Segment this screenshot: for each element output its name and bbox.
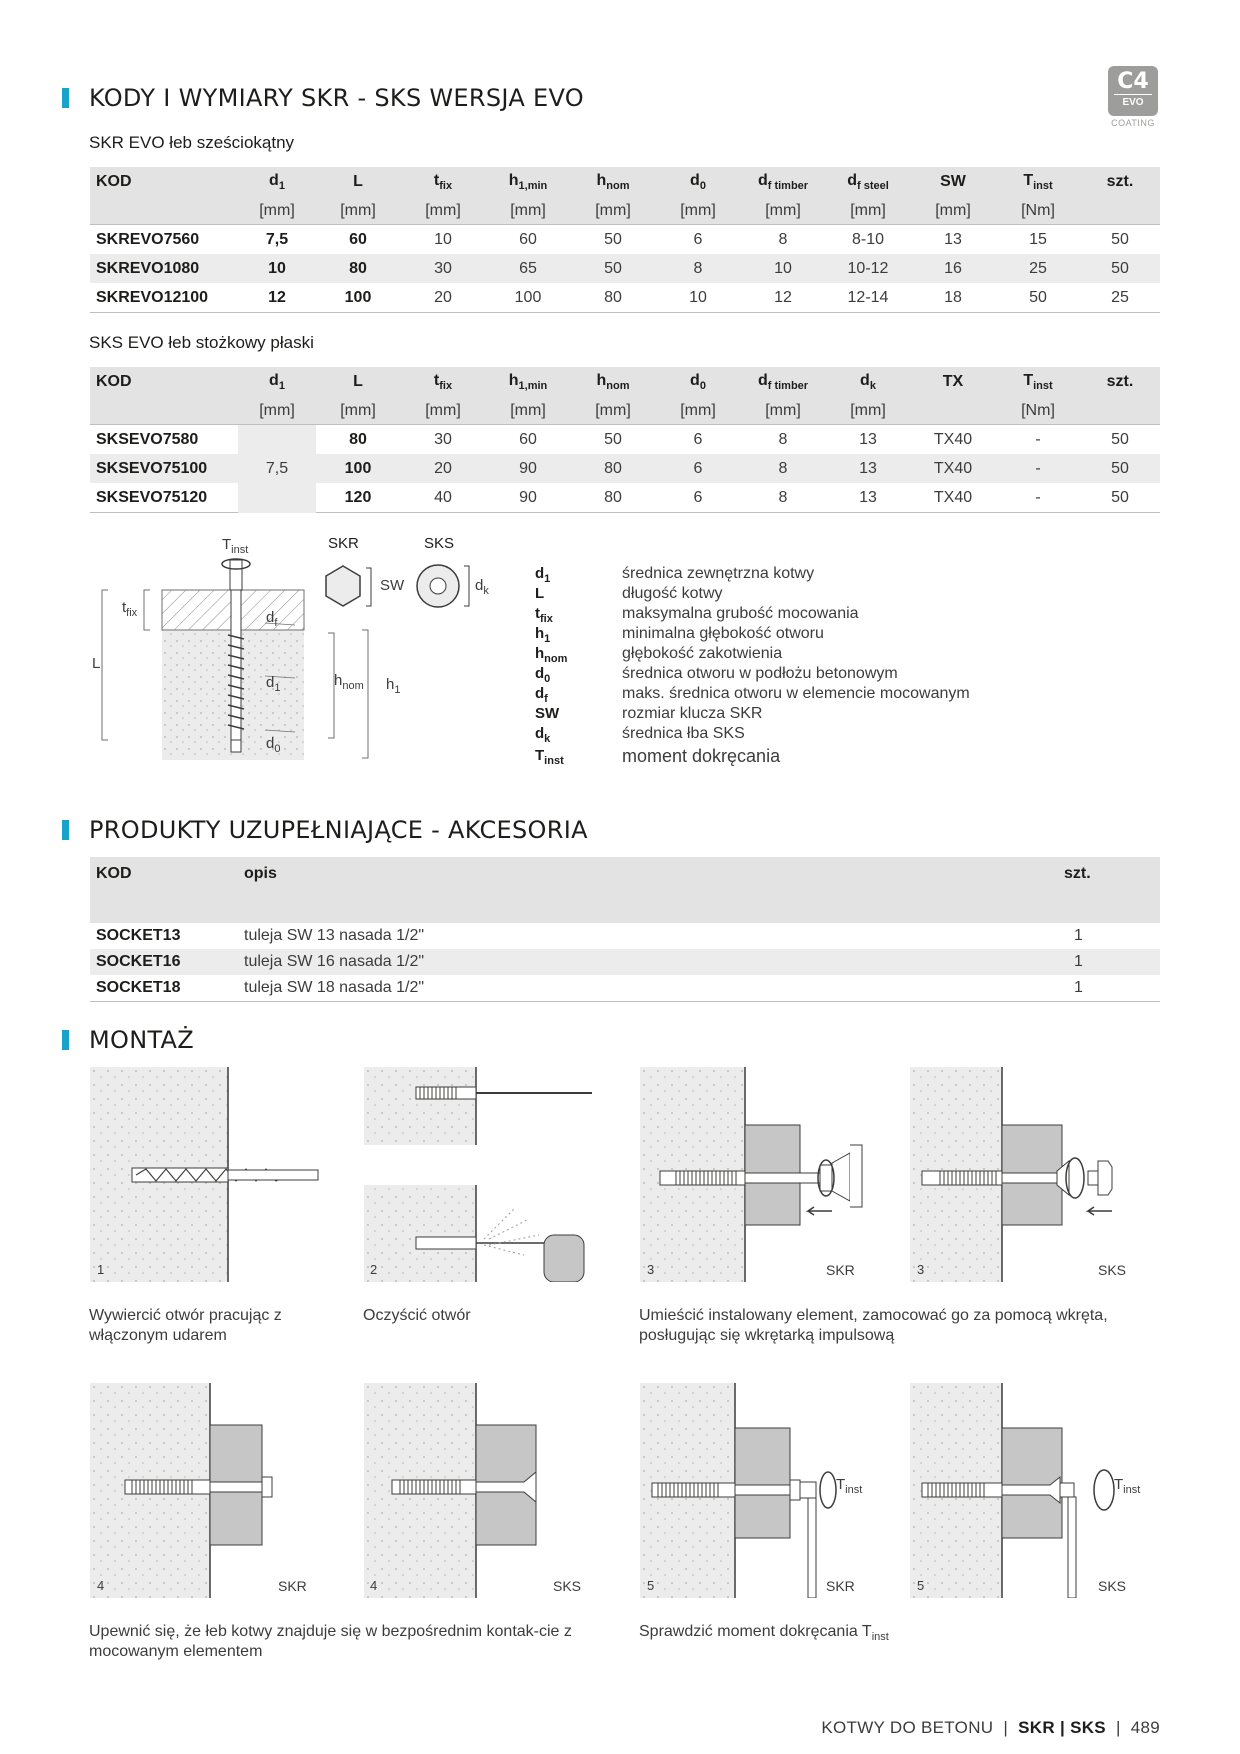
- cell: 13: [826, 425, 910, 455]
- table-row: [90, 923, 1160, 949]
- skr-header-row: [90, 167, 1160, 197]
- section-title-accessories: PRODUKTY UZUPEŁNIAJĄCE - AKCESORIA: [89, 816, 588, 844]
- cell: SOCKET18: [90, 975, 244, 1002]
- skr-subtitle: SKR EVO łeb sześciokątny: [89, 133, 295, 152]
- unit: [mm]: [740, 397, 826, 425]
- cell: 6: [656, 425, 740, 455]
- cell: 80: [570, 454, 656, 483]
- cell: 10: [740, 254, 826, 283]
- cell: 8: [740, 483, 826, 513]
- step-number: 2: [370, 1262, 378, 1277]
- section-title-montaz: MONTAŻ: [89, 1026, 195, 1054]
- section-marker: [62, 88, 69, 108]
- col-h1min: $h_{1,min}$: [486, 367, 570, 397]
- cell: 1: [1064, 975, 1160, 1002]
- legend-text: moment dokręcania: [622, 746, 781, 766]
- legend-key: SW: [535, 705, 560, 722]
- step5-caption: Sprawdzić moment dokręcania $T_{inst}$: [639, 1623, 889, 1644]
- legend-key: $h_1$: [535, 625, 551, 645]
- legend-text: średnica zewnętrzna kotwy: [622, 565, 815, 582]
- cell: SKREVO1080: [90, 254, 238, 283]
- step5-skr-tinst: $T_{inst}$: [836, 1476, 863, 1496]
- col-d1: $d_1$: [238, 367, 316, 397]
- cell: 80: [570, 283, 656, 313]
- unit: [mm]: [400, 397, 486, 425]
- legend-text: minimalna głębokość otworu: [622, 625, 824, 642]
- diagram-sw-label: SW: [380, 577, 405, 594]
- legend-key: $d_f$: [535, 685, 548, 705]
- cell: 60: [316, 225, 400, 255]
- cell: 10: [656, 283, 740, 313]
- cell: 50: [570, 254, 656, 283]
- step5-sks-illustration: [910, 1383, 1140, 1598]
- legend-text: średnica łba SKS: [622, 725, 745, 742]
- table-row: [90, 283, 1160, 313]
- col-szt: szt.: [1064, 857, 1160, 923]
- unit: [910, 397, 996, 425]
- cell: 8-10: [826, 225, 910, 255]
- cell: -: [996, 483, 1080, 513]
- step-number: 3: [917, 1262, 925, 1277]
- cell: 100: [486, 283, 570, 313]
- cell: 20: [400, 283, 486, 313]
- col-szt: szt.: [1080, 367, 1160, 397]
- cell: TX40: [910, 454, 996, 483]
- step2-caption: Oczyścić otwór: [363, 1307, 471, 1324]
- col-tfix: $t_{fix}$: [400, 367, 486, 397]
- cell: 50: [1080, 483, 1160, 513]
- accessories-table: [90, 857, 1160, 1002]
- cell: 80: [316, 254, 400, 283]
- table-row: [90, 225, 1160, 255]
- cell: 8: [740, 225, 826, 255]
- unit: [90, 397, 238, 425]
- unit: [mm]: [656, 197, 740, 225]
- unit: [mm]: [486, 397, 570, 425]
- cell: TX40: [910, 425, 996, 455]
- legend-text: maks. średnica otworu w elemencie mocowanym: [622, 685, 970, 702]
- unit: [mm]: [740, 197, 826, 225]
- col-df-timber: $d_{f timber}$: [740, 367, 826, 397]
- step1-illustration: [90, 1067, 320, 1282]
- cell: 100: [316, 454, 400, 483]
- col-d1: $d_1$: [238, 167, 316, 197]
- unit: [mm]: [570, 397, 656, 425]
- col-tfix: $t_{fix}$: [400, 167, 486, 197]
- sks-units-row: [90, 397, 1160, 425]
- step4-caption: Upewnić się, że łeb kotwy znajduje się w bezpośrednim kontak-cie z mocowanym elementem: [89, 1623, 572, 1660]
- cell: 30: [400, 425, 486, 455]
- step3-caption: Umieścić instalowany element, zamocować go za pomocą wkręta, posługując się wkrętarką impulsową: [639, 1307, 1108, 1344]
- col-L: L: [316, 367, 400, 397]
- diagram-dk-label: $d_k$: [475, 577, 489, 597]
- step-number: 4: [97, 1578, 105, 1593]
- cell: tuleja SW 16 nasada 1/2": [244, 949, 1064, 975]
- cell: 6: [656, 454, 740, 483]
- col-d0: $d_0$: [656, 167, 740, 197]
- cell: 50: [1080, 425, 1160, 455]
- col-kod: KOD: [90, 857, 244, 923]
- sks-subtitle: SKS EVO łeb stożkowy płaski: [89, 333, 314, 352]
- legend-text: rozmiar klucza SKR: [622, 705, 763, 722]
- col-hnom: $h_{nom}$: [570, 367, 656, 397]
- unit: [mm]: [316, 197, 400, 225]
- cell: 12: [238, 283, 316, 313]
- legend-text: średnica otworu w podłożu betonowym: [622, 665, 898, 682]
- step-number: 1: [97, 1262, 105, 1277]
- col-tx: TX: [910, 367, 996, 397]
- unit: [mm]: [910, 197, 996, 225]
- legend-text: maksymalna grubość mocowania: [622, 605, 859, 622]
- unit: [mm]: [400, 197, 486, 225]
- head-views: [318, 562, 498, 612]
- cell: 10-12: [826, 254, 910, 283]
- cell: 13: [826, 483, 910, 513]
- col-dk: $d_k$: [826, 367, 910, 397]
- step4-sks-illustration: [364, 1383, 594, 1598]
- step-tag: SKS: [1098, 1578, 1127, 1594]
- legend-key: $T_{inst}$: [535, 747, 564, 767]
- legend-key: $d_1$: [535, 565, 551, 585]
- cell: 18: [910, 283, 996, 313]
- col-kod: KOD: [90, 367, 238, 397]
- cell: 7,5: [238, 225, 316, 255]
- footer-page-number: 489: [1130, 1718, 1160, 1737]
- unit: [mm]: [826, 197, 910, 225]
- diagram-tinst-label: $T_{inst}$: [222, 536, 249, 556]
- unit: [mm]: [316, 397, 400, 425]
- cell: 65: [486, 254, 570, 283]
- cell: 30: [400, 254, 486, 283]
- sks-header-row: [90, 367, 1160, 397]
- cell: 50: [570, 425, 656, 455]
- cell: 1: [1064, 949, 1160, 975]
- skr-units-row: [90, 197, 1160, 225]
- cell: 40: [400, 483, 486, 513]
- step-tag: SKS: [553, 1578, 582, 1594]
- step-number: 4: [370, 1578, 378, 1593]
- unit: [Nm]: [996, 397, 1080, 425]
- cell: SKSEVO75100: [90, 454, 238, 483]
- cell: 10: [238, 254, 316, 283]
- step2-illustration: [364, 1067, 594, 1282]
- badge-caption: COATING: [1111, 118, 1155, 128]
- unit: [mm]: [570, 197, 656, 225]
- cell: 50: [1080, 454, 1160, 483]
- footer-category: KOTWY DO BETONU: [821, 1718, 994, 1737]
- unit: [mm]: [826, 397, 910, 425]
- col-opis: opis: [244, 857, 1064, 923]
- cell: 16: [910, 254, 996, 283]
- cell: 120: [316, 483, 400, 513]
- col-tinst: $T_{inst}$: [996, 367, 1080, 397]
- cell: 25: [1080, 283, 1160, 313]
- cell: 15: [996, 225, 1080, 255]
- cell: 8: [656, 254, 740, 283]
- cell: 8: [740, 454, 826, 483]
- cell-d1-shared: 7,5: [238, 425, 316, 513]
- badge-main: C4: [1117, 69, 1149, 94]
- cell: SOCKET16: [90, 949, 244, 975]
- cell: SKSEVO75120: [90, 483, 238, 513]
- col-df-timber: $d_{f timber}$: [740, 167, 826, 197]
- step1-caption: Wywiercić otwór pracując z włączonym udarem: [89, 1307, 282, 1344]
- diagram-h1-label: $h_1$: [386, 676, 401, 696]
- diagram-skr-label: SKR: [328, 535, 359, 552]
- col-tinst: $T_{inst}$: [996, 167, 1080, 197]
- unit: [mm]: [238, 197, 316, 225]
- unit: [mm]: [656, 397, 740, 425]
- cell: SKSEVO7580: [90, 425, 238, 455]
- c4-evo-badge: [1108, 66, 1158, 116]
- diagram-hnom-label: $h_{nom}$: [334, 672, 364, 692]
- cell: 60: [486, 225, 570, 255]
- cell: 80: [316, 425, 400, 455]
- page-footer: KOTWY DO BETONU | SKR | SKS | 489: [821, 1718, 1160, 1737]
- cell: 80: [570, 483, 656, 513]
- cell: -: [996, 425, 1080, 455]
- cell: -: [996, 454, 1080, 483]
- skr-table: [90, 167, 1160, 313]
- cell: 90: [486, 454, 570, 483]
- legend-text: głębokość zakotwienia: [622, 645, 783, 662]
- diagram-d0-label: $d_0$: [266, 735, 281, 755]
- cell: tuleja SW 13 nasada 1/2": [244, 927, 425, 944]
- legend-text: długość kotwy: [622, 585, 723, 602]
- step3-skr-illustration: [640, 1067, 870, 1282]
- col-h1min: $h_{1,min}$: [486, 167, 570, 197]
- cell: 50: [570, 225, 656, 255]
- unit: [mm]: [486, 197, 570, 225]
- step5-sks-tinst: $T_{inst}$: [1114, 1476, 1141, 1496]
- step-tag: SKR: [826, 1578, 855, 1594]
- cell: SKREVO12100: [90, 283, 238, 313]
- section-marker: [62, 1030, 69, 1050]
- cell: SOCKET13: [96, 927, 181, 944]
- diagram-tfix-label: $t_{fix}$: [122, 599, 138, 619]
- cell: 13: [910, 225, 996, 255]
- sks-table: [90, 367, 1160, 513]
- cell: 20: [400, 454, 486, 483]
- cell: 100: [316, 283, 400, 313]
- table-row: [90, 949, 1160, 975]
- cell: 90: [486, 483, 570, 513]
- cell: 50: [1080, 254, 1160, 283]
- step-number: 3: [647, 1262, 655, 1277]
- table-row: [90, 975, 1160, 1002]
- step-number: 5: [647, 1578, 655, 1593]
- unit: [Nm]: [996, 197, 1080, 225]
- col-df-steel: $d_{f steel}$: [826, 167, 910, 197]
- col-kod: KOD: [90, 167, 238, 197]
- step-number: 5: [917, 1578, 925, 1593]
- cell: SKREVO7560: [90, 225, 238, 255]
- table-row: [90, 254, 1160, 283]
- legend-key: $d_k$: [535, 725, 551, 745]
- col-L: L: [316, 167, 400, 197]
- cell: 12-14: [826, 283, 910, 313]
- step-tag: SKS: [1098, 1262, 1127, 1278]
- cell: 50: [1080, 225, 1160, 255]
- unit: [1080, 197, 1160, 225]
- col-hnom: $h_{nom}$: [570, 167, 656, 197]
- legend-key: $d_0$: [535, 665, 551, 685]
- footer-products: SKR | SKS: [1018, 1718, 1106, 1737]
- legend-key: $h_{nom}$: [535, 645, 568, 665]
- cell: 10: [400, 225, 486, 255]
- cell: 50: [996, 283, 1080, 313]
- diagram-d1-label: $d_1$: [266, 674, 281, 694]
- hex-head-icon: [326, 566, 360, 606]
- cell: 25: [996, 254, 1080, 283]
- section-marker: [62, 820, 69, 840]
- cell: 6: [656, 225, 740, 255]
- diagram-sks-label: SKS: [424, 535, 455, 552]
- col-szt: szt.: [1080, 167, 1160, 197]
- legend-key: $t_{fix}$: [535, 605, 553, 625]
- table-row: [90, 425, 1160, 455]
- legend-key: L: [535, 585, 545, 602]
- cell: 1: [1074, 927, 1083, 944]
- step-tag: SKR: [278, 1578, 307, 1594]
- unit: [1080, 397, 1160, 425]
- col-sw: SW: [910, 167, 996, 197]
- diagram-df-label: $d_f$: [266, 609, 278, 629]
- cell: tuleja SW 18 nasada 1/2": [244, 975, 1064, 1002]
- cell: 8: [740, 425, 826, 455]
- diagram-L-label: L: [92, 655, 101, 672]
- unit: [mm]: [238, 397, 316, 425]
- cell: 13: [826, 454, 910, 483]
- step-tag: SKR: [826, 1262, 855, 1278]
- acc-header-row: [90, 857, 1160, 923]
- badge-sub: EVO: [1114, 94, 1152, 109]
- unit: [90, 197, 238, 225]
- cell: 12: [740, 283, 826, 313]
- cell: 6: [656, 483, 740, 513]
- step3-sks-illustration: [910, 1067, 1140, 1282]
- cell: TX40: [910, 483, 996, 513]
- step4-skr-illustration: [90, 1383, 320, 1598]
- col-d0: $d_0$: [656, 367, 740, 397]
- section-title-codes: KODY I WYMIARY SKR - SKS WERSJA EVO: [89, 84, 584, 112]
- cell: 60: [486, 425, 570, 455]
